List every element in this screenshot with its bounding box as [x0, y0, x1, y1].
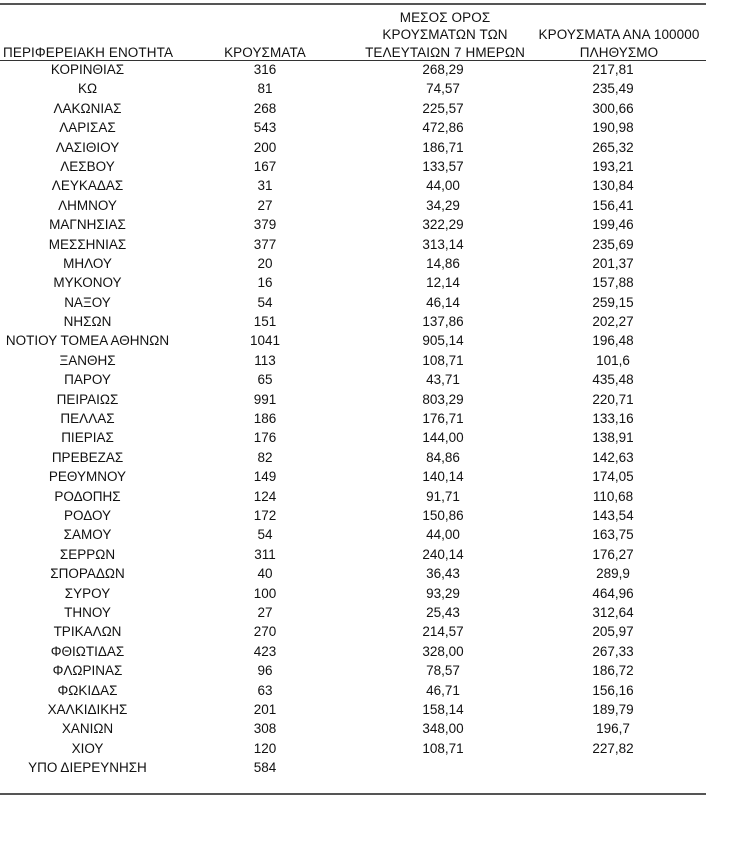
table-row	[0, 545, 706, 564]
cell-region: ΛΗΜΝΟΥ	[58, 197, 117, 213]
cell-cases-per-100k: 435,48	[592, 372, 634, 388]
table-row	[0, 235, 706, 254]
cell-cases: 377	[253, 236, 277, 252]
cell-avg-7-days: 44,00	[426, 178, 460, 194]
cell-avg-7-days: 348,00	[422, 721, 464, 737]
cell-avg-7-days: 225,57	[422, 100, 464, 116]
cell-cases-per-100k: 265,32	[592, 139, 634, 155]
cell-region: ΣΑΜΟΥ	[63, 527, 112, 543]
cell-cases: 120	[253, 740, 277, 756]
cell-cases-per-100k: 259,15	[592, 294, 634, 310]
table-row	[0, 739, 706, 758]
cell-avg-7-days: 214,57	[422, 624, 464, 640]
cell-region: ΝΑΞΟΥ	[64, 294, 111, 310]
table-row	[0, 642, 706, 661]
cell-region: ΡΟΔΟΥ	[63, 507, 112, 523]
table-row	[0, 409, 706, 428]
cell-avg-7-days: 137,86	[422, 314, 464, 330]
table-row	[0, 331, 706, 350]
cell-cases-per-100k: 174,05	[592, 469, 634, 485]
table-row	[0, 506, 706, 525]
cell-avg-7-days: 268,29	[422, 62, 464, 77]
cell-cases: 308	[253, 721, 277, 737]
cell-cases: 270	[253, 624, 277, 640]
cell-region: ΧΑΝΙΩΝ	[61, 721, 114, 737]
table-row	[0, 118, 706, 137]
cell-cases-per-100k: 101,6	[596, 352, 630, 368]
cell-cases-per-100k: 199,46	[592, 217, 634, 233]
cell-cases: 543	[253, 120, 277, 136]
cell-cases-per-100k: 156,16	[592, 682, 634, 698]
cell-cases-per-100k: 142,63	[592, 449, 634, 465]
table-row	[0, 487, 706, 506]
table-row	[0, 448, 706, 467]
cell-avg-7-days: 36,43	[426, 566, 460, 582]
cell-avg-7-days: 133,57	[422, 158, 464, 174]
table-row	[0, 370, 706, 389]
cell-cases: 151	[253, 314, 277, 330]
table-row	[0, 196, 706, 215]
cell-region: ΤΡΙΚΑΛΩΝ	[53, 624, 122, 640]
cell-cases: 27	[257, 197, 273, 213]
cell-cases-per-100k: 110,68	[592, 488, 634, 504]
cell-cases: 311	[254, 546, 276, 562]
table-row	[0, 254, 706, 273]
table-body	[0, 60, 706, 777]
cell-region: ΠΙΕΡΙΑΣ	[61, 430, 114, 446]
cell-cases: 124	[253, 488, 277, 504]
table-row	[0, 138, 706, 157]
table-row	[0, 215, 706, 234]
table-row	[0, 719, 706, 738]
cell-cases: 27	[257, 604, 273, 620]
table-row	[0, 700, 706, 719]
cell-region: ΦΛΩΡΙΝΑΣ	[52, 663, 123, 679]
cell-cases: 316	[253, 62, 277, 77]
cell-cases: 423	[253, 643, 277, 659]
cell-cases: 100	[253, 585, 277, 601]
header-cases: ΚΡΟΥΣΜΑΤΑ	[224, 44, 306, 60]
cell-cases: 200	[253, 139, 277, 155]
cell-region: ΣΥΡΟΥ	[64, 585, 111, 601]
cell-cases-per-100k: 176,27	[592, 546, 634, 562]
cell-cases: 201	[253, 701, 277, 717]
cell-avg-7-days: 803,29	[422, 391, 464, 407]
cell-region: ΦΩΚΙΔΑΣ	[57, 682, 118, 698]
cell-avg-7-days: 46,14	[426, 294, 460, 310]
cell-avg-7-days: 328,00	[422, 643, 464, 659]
cell-region: ΠΑΡΟΥ	[64, 372, 111, 388]
cell-avg-7-days: 322,29	[422, 217, 464, 233]
cell-avg-7-days: 74,57	[426, 81, 460, 97]
table-row	[0, 312, 706, 331]
cell-cases-per-100k: 217,81	[592, 62, 634, 77]
cell-cases: 176	[253, 430, 277, 446]
cell-avg-7-days: 78,57	[426, 663, 460, 679]
table-row	[0, 758, 706, 777]
cell-cases: 65	[257, 372, 273, 388]
cell-cases: 149	[253, 469, 277, 485]
cell-cases-per-100k: 196,7	[596, 721, 630, 737]
cell-avg-7-days: 905,14	[422, 333, 464, 349]
table-row	[0, 60, 706, 79]
cell-cases: 991	[253, 391, 277, 407]
table-row	[0, 176, 706, 195]
cell-cases: 54	[257, 294, 273, 310]
cell-cases-per-100k: 190,98	[592, 120, 634, 136]
header-region: ΠΕΡΙΦΕΡΕΙΑΚΗ ΕΝΟΤΗΤΑ	[3, 44, 174, 60]
cell-region: ΧΑΛΚΙΔΙΚΗΣ	[47, 701, 128, 717]
cell-region: ΡΕΘΥΜΝΟΥ	[48, 469, 127, 485]
cell-cases: 82	[257, 449, 273, 465]
cell-avg-7-days: 176,71	[422, 411, 464, 427]
cell-cases: 96	[257, 663, 273, 679]
cell-avg-7-days: 158,14	[422, 701, 464, 717]
table-row	[0, 273, 706, 292]
cell-avg-7-days: 34,29	[426, 197, 460, 213]
cell-cases-per-100k: 186,72	[592, 663, 634, 679]
cell-cases: 379	[253, 217, 277, 233]
cell-cases: 63	[257, 682, 273, 698]
cell-avg-7-days: 84,86	[426, 449, 460, 465]
cell-region: ΚΟΡΙΝΘΙΑΣ	[50, 62, 125, 77]
cell-cases: 40	[257, 566, 273, 582]
cell-region: ΤΗΝΟΥ	[64, 604, 111, 620]
cell-cases-per-100k: 220,71	[592, 391, 634, 407]
cell-region: ΣΕΡΡΩΝ	[59, 546, 116, 562]
cell-cases-per-100k: 312,64	[592, 604, 634, 620]
cell-region: ΛΕΣΒΟΥ	[60, 158, 115, 174]
cell-cases-per-100k: 235,49	[592, 81, 634, 97]
cell-region: ΥΠΟ ΔΙΕΡΕΥΝΗΣΗ	[28, 760, 147, 776]
cell-cases: 31	[257, 178, 273, 194]
header-cases-per-100k: ΚΡΟΥΣΜΑΤΑ ΑΝΑ 100000 ΠΛΗΘΥΣΜΟ	[538, 27, 700, 60]
cell-cases-per-100k: 130,84	[592, 178, 634, 194]
table-row	[0, 603, 706, 622]
table-row	[0, 99, 706, 118]
cell-cases-per-100k: 300,66	[592, 100, 634, 116]
cell-cases-per-100k: 196,48	[592, 333, 634, 349]
cell-cases: 113	[254, 352, 276, 368]
cell-cases-per-100k: 227,82	[592, 740, 634, 756]
cell-region: ΝΟΤΙΟΥ ΤΟΜΕΑ ΑΘΗΝΩΝ	[5, 333, 170, 349]
cell-avg-7-days: 25,43	[426, 604, 460, 620]
cell-avg-7-days: 93,29	[426, 585, 460, 601]
cell-cases: 172	[253, 507, 277, 523]
cell-avg-7-days: 140,14	[422, 469, 464, 485]
table-row	[0, 390, 706, 409]
table-row	[0, 564, 706, 583]
table-row	[0, 428, 706, 447]
cell-avg-7-days: 46,71	[426, 682, 460, 698]
table-row	[0, 584, 706, 603]
cell-cases: 16	[257, 275, 273, 291]
cell-region: ΜΥΚΟΝΟΥ	[53, 275, 122, 291]
cell-region: ΠΕΛΛΑΣ	[60, 411, 115, 427]
header-avg-7-days: ΜΕΣΟΣ ΟΡΟΣ ΚΡΟΥΣΜΑΤΩΝ ΤΩΝ ΤΕΛΕΥΤΑΙΩΝ 7 ΗΜΕΡΩΝ	[365, 9, 525, 60]
cell-avg-7-days: 108,71	[422, 740, 464, 756]
bottom-rule	[0, 793, 706, 795]
cell-region: ΛΕΥΚΑΔΑΣ	[51, 178, 124, 194]
table-row	[0, 79, 706, 98]
cell-region: ΠΕΙΡΑΙΩΣ	[56, 391, 119, 407]
cell-avg-7-days: 150,86	[422, 507, 464, 523]
table-row	[0, 681, 706, 700]
table-row	[0, 622, 706, 641]
cell-region: ΞΑΝΘΗΣ	[59, 352, 116, 368]
cell-avg-7-days: 472,86	[422, 120, 464, 136]
cell-region: ΛΑΚΩΝΙΑΣ	[53, 100, 122, 116]
cell-avg-7-days: 12,14	[426, 275, 460, 291]
cell-cases: 167	[253, 158, 277, 174]
cell-cases-per-100k: 289,9	[596, 566, 630, 582]
cell-region: ΧΙΟΥ	[71, 740, 104, 756]
cell-region: ΠΡΕΒΕΖΑΣ	[51, 449, 124, 465]
cell-avg-7-days: 43,71	[426, 372, 460, 388]
cell-avg-7-days: 186,71	[422, 139, 464, 155]
cell-cases-per-100k: 267,33	[592, 643, 634, 659]
cell-cases: 1041	[249, 333, 281, 349]
cell-cases-per-100k: 156,41	[592, 197, 634, 213]
cell-region: ΡΟΔΟΠΗΣ	[54, 488, 121, 504]
cell-cases-per-100k: 143,54	[592, 507, 634, 523]
table-row	[0, 661, 706, 680]
cell-cases-per-100k: 235,69	[592, 236, 634, 252]
cell-avg-7-days: 144,00	[422, 430, 464, 446]
table-row	[0, 293, 706, 312]
cell-avg-7-days: 313,14	[422, 236, 464, 252]
cell-region: ΚΩ	[77, 81, 98, 97]
cell-cases: 20	[257, 255, 273, 271]
cell-avg-7-days: 240,14	[422, 546, 464, 562]
cell-cases: 584	[253, 760, 277, 776]
cell-avg-7-days: 14,86	[426, 255, 460, 271]
cell-cases-per-100k: 201,37	[592, 255, 634, 271]
cell-cases-per-100k: 189,79	[592, 701, 634, 717]
cell-cases-per-100k: 205,97	[592, 624, 634, 640]
table-row	[0, 351, 706, 370]
cell-cases: 268	[253, 100, 277, 116]
cell-cases-per-100k: 138,91	[592, 430, 634, 446]
cell-region: ΝΗΣΩΝ	[63, 314, 112, 330]
cell-region: ΛΑΡΙΣΑΣ	[59, 120, 116, 136]
cell-cases: 81	[257, 81, 273, 97]
cell-cases-per-100k: 163,75	[592, 527, 634, 543]
table-row	[0, 157, 706, 176]
cell-region: ΣΠΟΡΑΔΩΝ	[50, 566, 125, 582]
cell-cases: 54	[257, 527, 273, 543]
cell-avg-7-days: 44,00	[426, 527, 460, 543]
cell-avg-7-days: 91,71	[426, 488, 460, 504]
table-row	[0, 467, 706, 486]
cell-cases-per-100k: 157,88	[592, 275, 634, 291]
cell-region: ΦΘΙΩΤΙΔΑΣ	[50, 643, 125, 659]
cell-cases-per-100k: 193,21	[592, 158, 634, 174]
cell-avg-7-days: 108,71	[422, 352, 464, 368]
cell-cases-per-100k: 133,16	[592, 411, 634, 427]
cell-cases-per-100k: 202,27	[592, 314, 634, 330]
cell-cases-per-100k: 464,96	[592, 585, 634, 601]
cell-region: ΜΗΛΟΥ	[63, 255, 112, 271]
cell-region: ΜΑΓΝΗΣΙΑΣ	[49, 217, 126, 233]
cell-region: ΛΑΣΙΘΙΟΥ	[55, 139, 120, 155]
table-row	[0, 525, 706, 544]
cell-cases: 186	[253, 411, 277, 427]
cell-region: ΜΕΣΣΗΝΙΑΣ	[48, 236, 127, 252]
